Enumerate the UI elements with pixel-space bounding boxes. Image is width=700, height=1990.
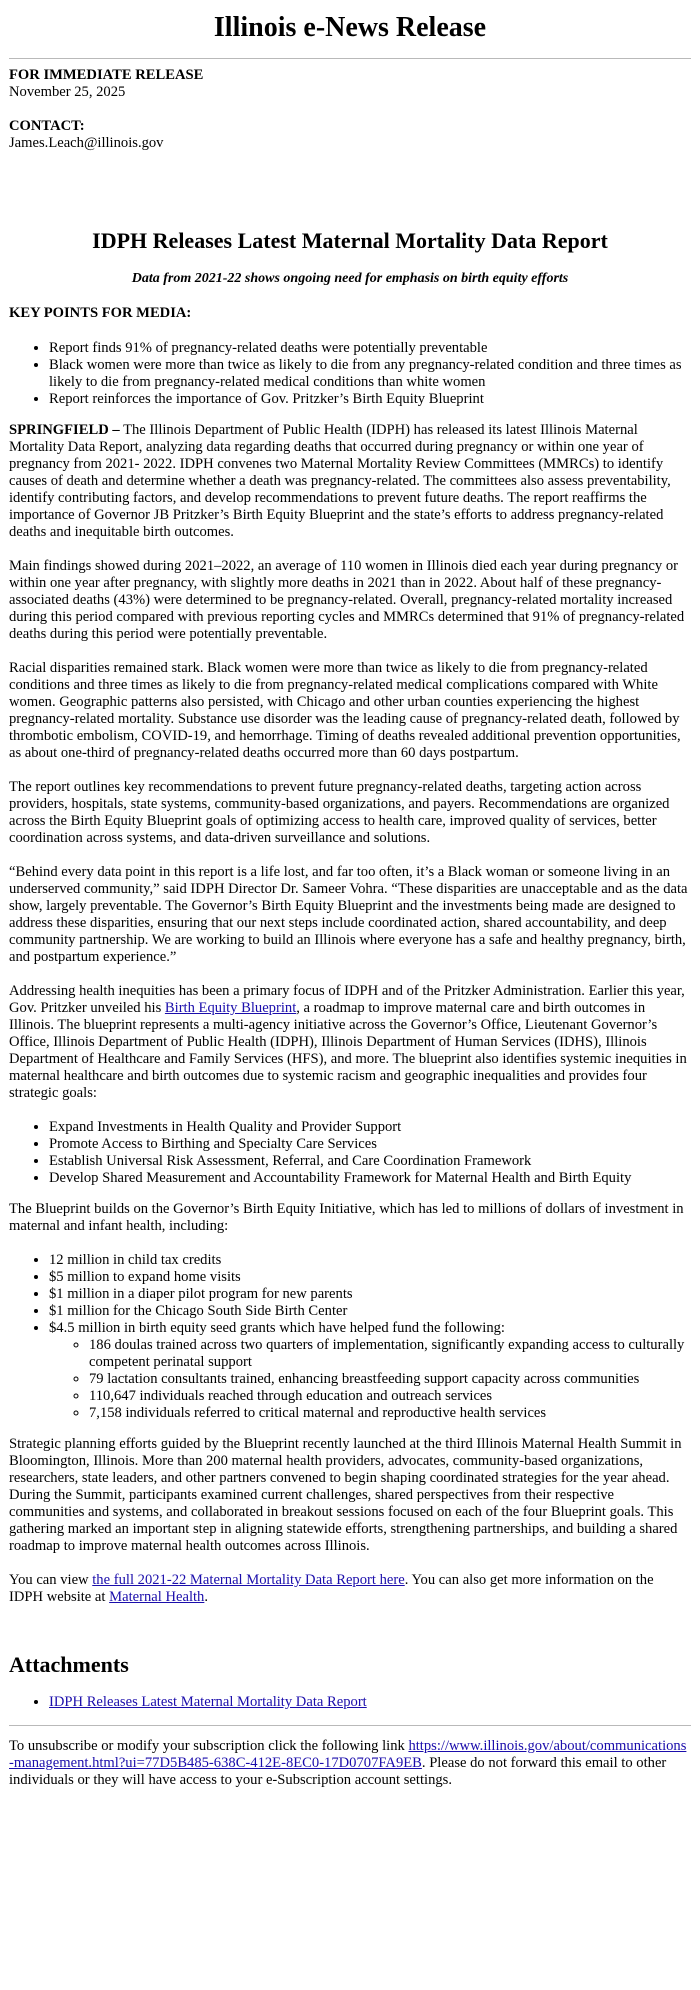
attachment-link[interactable]: IDPH Releases Latest Maternal Mortality Data Report bbox=[49, 1694, 367, 1710]
paragraph-summit: Strategic planning efforts guided by the Blueprint recently launched at the third Illinois Maternal Health Summit in Bloomington, Illinois. More than 200 maternal health providers, advocates, community-based organizations, researchers, state leaders, and other partners convened to begin shaping coordinated strategies for the year ahead. During the Summit, participants examined current challenges, shared perspectives from their respective communities and systems, and collaborated in breakout sessions focused on each of the four Blueprint goals. This gathering marked an important step in aligning statewide efforts, strengthening partnerships, and building a shared roadmap to improve maternal health outcomes across Illinois. bbox=[9, 1436, 682, 1554]
paragraph-intro: SPRINGFIELD – The Illinois Department of Public Health (IDPH) has released its latest Illinois Maternal Mortality Data Report, analyzing data regarding deaths that occurred during pregnancy or within one year of pregnancy from 2021- 2022. IDPH convenes two Maternal Mortality Review Committees (MMRCs) to identify causes of death and determine whether a death was pregnancy-related. The committees also assess preventability, identify contributing factors, and develop recommendations to prevent future deaths. The report reaffirms the importance of Governor JB Pritzker’s Birth Equity Blueprint and the state’s efforts to address pregnancy-related deaths and inequitable birth outcomes. bbox=[9, 422, 671, 540]
release-label: FOR IMMEDIATE RELEASE bbox=[9, 67, 204, 83]
paragraph-blueprint: Addressing health inequities has been a primary focus of IDPH and of the Pritzker Administration. Earlier this year, Gov. Pritzker unveiled his Birth Equity Blueprint, a roadmap to improve maternal care and birth outcomes in Illinois. The blueprint represents a multi-agency initiative across the Governor’s Office, Lieutenant Governor’s Office, Illinois Department of Public Health (IDPH), Illinois Department of Human Services (IDHS), Illinois Department of Healthcare and Family Services (HFS), and more. The blueprint also identifies systemic inequities in maternal healthcare and birth outcomes due to systemic racism and geographic inequalities and provides four strategic goals: bbox=[9, 983, 687, 1101]
list-item: ◦ 110,647 individuals reached through education and outreach services bbox=[89, 1388, 691, 1405]
unsubscribe-link[interactable]: https://www.illinois.gov/about/communications-management.html?ui=77D5B485-638C-412E-8EC0-17D0707FA9EB bbox=[9, 1738, 687, 1771]
paragraph-initiative: The Blueprint builds on the Governor’s Birth Equity Initiative, which has led to millions of dollars of investment in maternal and infant health, including: bbox=[9, 1201, 684, 1234]
list-item: ◦ 186 doulas trained across two quarters of implementation, significantly expanding access to culturally competent perinatal support bbox=[89, 1337, 691, 1371]
list-item: • Expand Investments in Health Quality and Provider Support bbox=[49, 1119, 691, 1136]
email-page bbox=[0, 12, 700, 1797]
contact-email: James.Leach@illinois.gov bbox=[9, 135, 164, 151]
paragraph-quote: “Behind every data point in this report is a life lost, and far too often, it’s a Black woman or someone living in an underserved community,” said IDPH Director Dr. Sameer Vohra. “These disparities are unacceptable and as the data show, largely preventable. The Governor’s Birth Equity Blueprint and the investments being made are designed to address these disparities, ensuring that our next steps include coordinated action, shared accountability, and deep community partnership. We are working to build an Illinois where everyone has a safe and healthy pregnancy, birth, and postpartum experience.” bbox=[9, 864, 688, 965]
dateline: SPRINGFIELD – bbox=[9, 422, 120, 438]
key-points-list bbox=[9, 340, 691, 408]
list-item: • $1 million in a diaper pilot program for new parents bbox=[49, 1286, 691, 1303]
goals-list bbox=[9, 1119, 691, 1187]
list-item: • Report reinforces the importance of Gov. Pritzker’s Birth Equity Blueprint bbox=[49, 391, 691, 408]
list-item: • Black women were more than twice as likely to die from any pregnancy-related condition and three times as likely to die from pregnancy-related medical conditions than white women bbox=[49, 357, 691, 391]
list-item: • Establish Universal Risk Assessment, Referral, and Care Coordination Framework bbox=[49, 1153, 691, 1170]
list-item: • $5 million to expand home visits bbox=[49, 1269, 691, 1286]
key-points-heading: KEY POINTS FOR MEDIA: bbox=[9, 305, 192, 321]
investments-list bbox=[9, 1252, 691, 1422]
site-title: Illinois e-News Release bbox=[213, 12, 487, 43]
contact-label: CONTACT: bbox=[9, 118, 85, 134]
list-item: • Develop Shared Measurement and Accountability Framework for Maternal Health and Birth Equity bbox=[49, 1170, 691, 1187]
release-date: November 25, 2025 bbox=[9, 84, 126, 100]
paragraph-more-info: You can view the full 2021-22 Maternal Mortality Data Report here. You can also get more information on the IDPH website at Maternal Health. bbox=[9, 1572, 654, 1605]
release-title: IDPH Releases Latest Maternal Mortality Data Report bbox=[92, 228, 608, 253]
seed-grants-list bbox=[49, 1337, 691, 1422]
release-subtitle: Data from 2021-22 shows ongoing need for emphasis on birth equity efforts bbox=[131, 271, 569, 286]
paragraph-recommendations: The report outlines key recommendations to prevent future pregnancy-related deaths, targeting action across providers, hospitals, state systems, community-based organizations, and payers. Recommendations are organized across the Birth Equity Blueprint goals of optimizing access to health care, improved quality of services, better coordination across systems, and data-driven surveillance and solutions. bbox=[9, 779, 670, 846]
footer: To unsubscribe or modify your subscription click the following link https://www.illinois.gov/about/communications-management.html?ui=77D5B485-638C-412E-8EC0-17D0707FA9EB. Please do not forward this email to other individuals or they will have access to your e-Subscription account settings. bbox=[9, 1738, 687, 1788]
full-report-link[interactable]: the full 2021-22 Maternal Mortality Data Report here bbox=[92, 1572, 405, 1588]
attachments-heading: Attachments bbox=[9, 1652, 129, 1677]
birth-equity-blueprint-link[interactable]: Birth Equity Blueprint bbox=[164, 1000, 297, 1016]
footer-divider bbox=[9, 1725, 691, 1726]
attachments-list bbox=[9, 1694, 691, 1711]
list-item: • 12 million in child tax credits bbox=[49, 1252, 691, 1269]
list-item: • Promote Access to Birthing and Specialty Care Services bbox=[49, 1136, 691, 1153]
list-item: • $4.5 million in birth equity seed grants which have helped fund the following: ◦ 186 doulas trained across two quarters of implementation, significantly expanding access to culturally competent perinatal support ◦ 79 lactation consultants trained, enhancing breastfeeding support capacity across communities ◦ 110,647 individuals reached through education and outreach services ◦ 7,158 individuals referred to critical maternal and reproductive health services bbox=[49, 1320, 691, 1422]
list-item: • Report finds 91% of pregnancy-related deaths were potentially preventable bbox=[49, 340, 691, 357]
list-item: ◦ 79 lactation consultants trained, enhancing breastfeeding support capacity across communities bbox=[89, 1371, 691, 1388]
paragraph-disparities: Racial disparities remained stark. Black women were more than twice as likely to die from pregnancy-related conditions and three times as likely to die from pregnancy-related medical complications compared with White women. Geographic patterns also persisted, with Chicago and other urban counties experiencing the highest pregnancy-related mortality. Substance use disorder was the leading cause of pregnancy-related death, followed by thrombotic embolism, COVID-19, and hemorrhage. Timing of deaths revealed additional prevention opportunities, as about one-third of pregnancy-related deaths occurred more than 60 days postpartum. bbox=[9, 660, 681, 761]
release-meta bbox=[9, 67, 691, 152]
maternal-health-link[interactable]: Maternal Health bbox=[109, 1589, 205, 1605]
paragraph-findings: Main findings showed during 2021–2022, an average of 110 women in Illinois died each year during pregnancy or within one year after pregnancy, with slightly more deaths in 2021 than in 2022. About half of these pregnancy-associated deaths (43%) were determined to be pregnancy-related. Overall, pregnancy-related mortality increased during this period compared with previous reporting cycles and MMRCs determined that 91% of pregnancy-related deaths during this period were potentially preventable. bbox=[9, 558, 685, 642]
list-item bbox=[49, 1694, 691, 1711]
header-divider bbox=[9, 58, 691, 59]
list-item: ◦ 7,158 individuals referred to critical maternal and reproductive health services bbox=[89, 1405, 691, 1422]
list-item: • $1 million for the Chicago South Side Birth Center bbox=[49, 1303, 691, 1320]
